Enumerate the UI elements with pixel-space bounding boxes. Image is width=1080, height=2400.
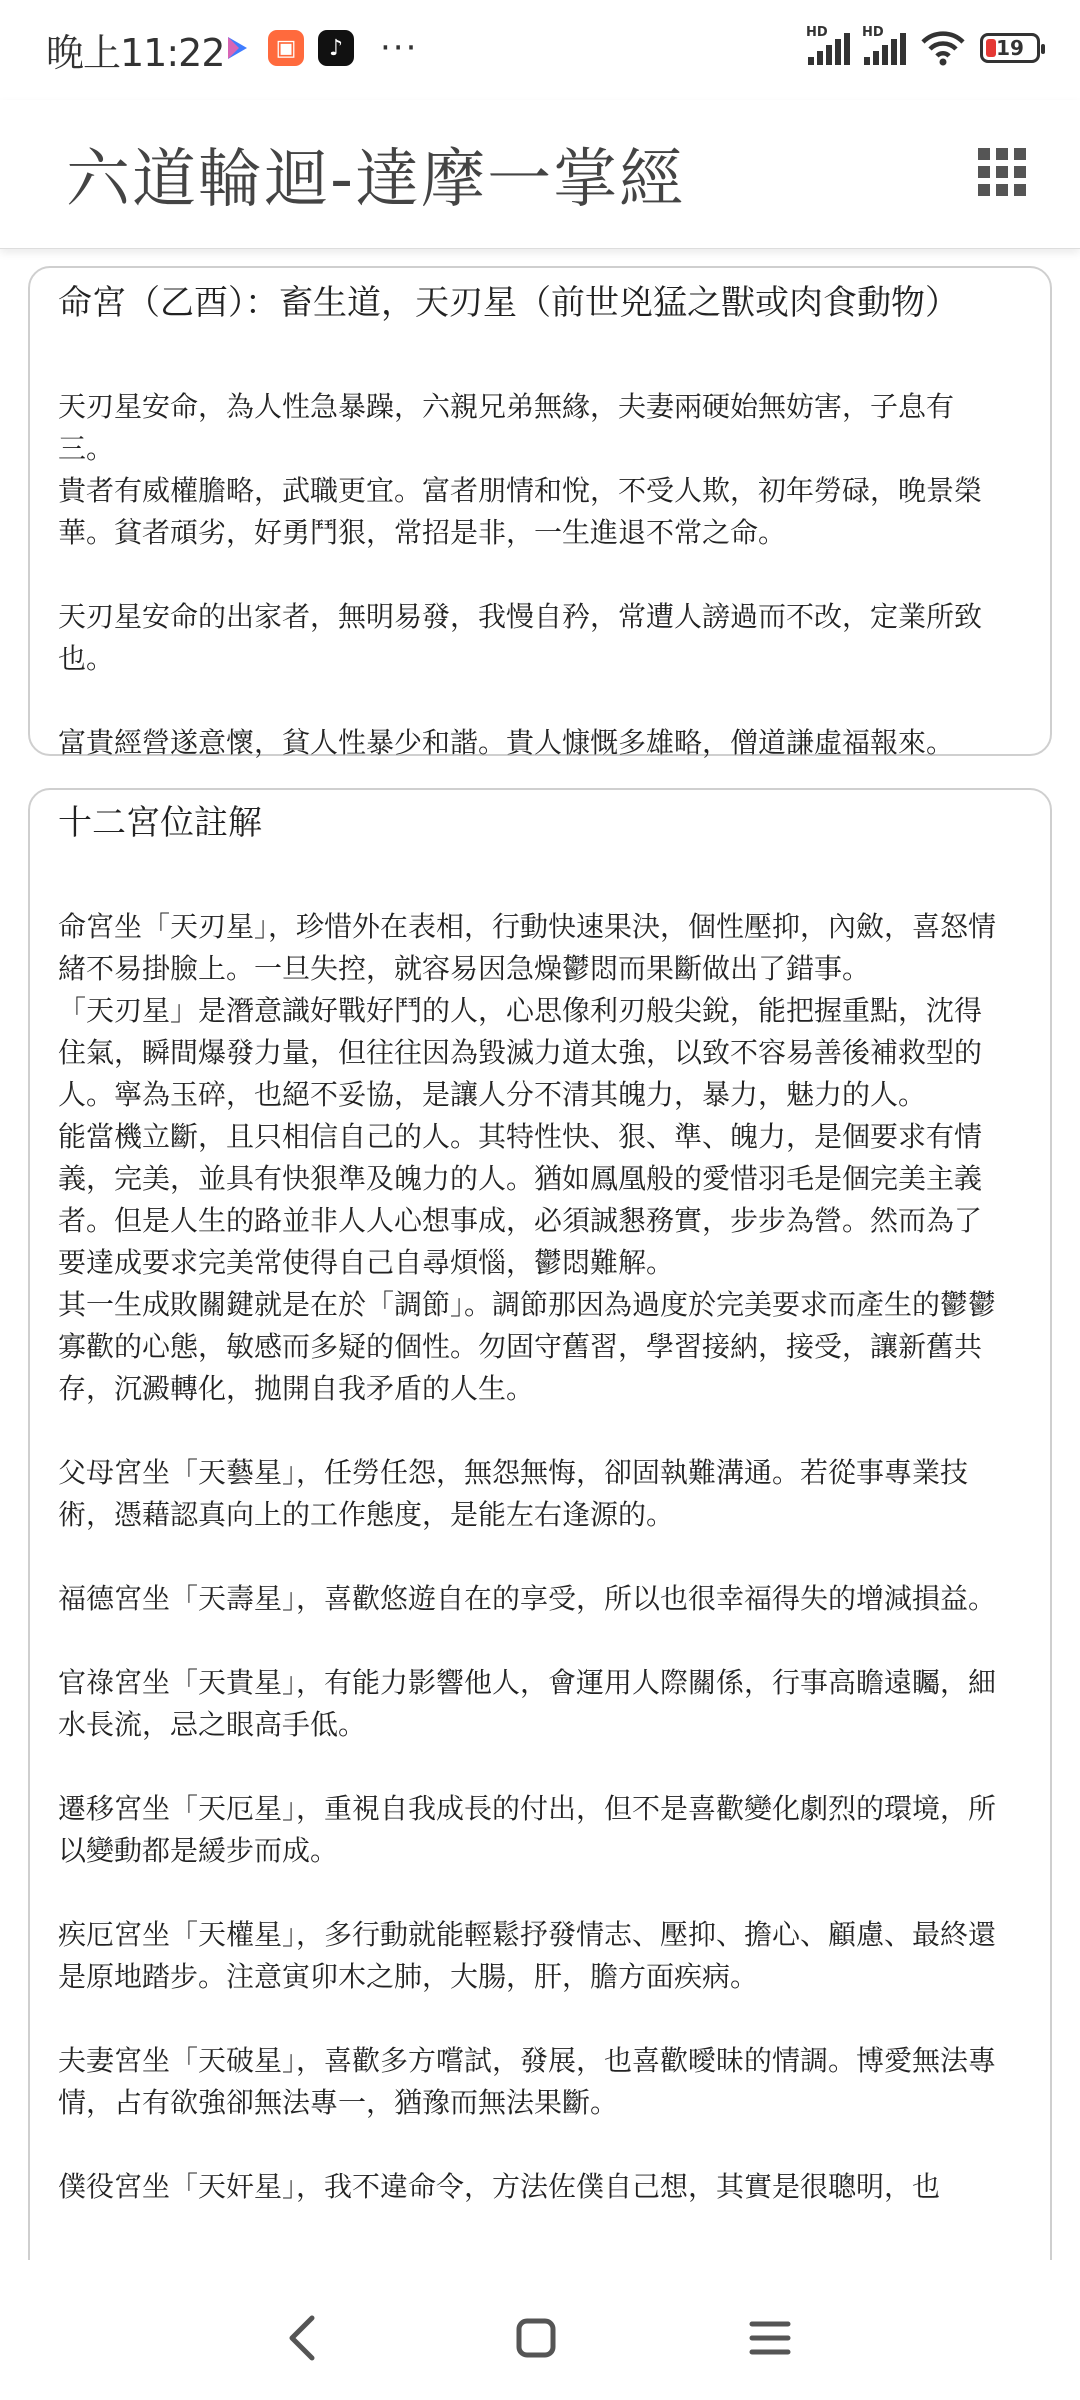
video-app-icon <box>218 30 254 66</box>
battery-icon: 19 <box>980 33 1040 63</box>
paragraph: 能當機立斷，且只相信自己的人。其特性快、狠、準、魄力，是個要求有情義，完美，並具有快狠準及魄力的人。猶如鳳凰般的愛惜羽毛是個完美主義者。但是人生的路並非人人心想事成，必須誠懇務實，步步為營。然而為了要達成要求完美常使得自己自尋煩惱，鬱悶難解。 <box>58 1120 983 1279</box>
status-bar <box>0 0 1080 100</box>
signal-icon-1: HD <box>808 31 850 65</box>
back-button[interactable] <box>272 2308 332 2368</box>
paragraph: 遷移宮坐「天厄星」，重視自我成長的付出，但不是喜歡變化劇烈的環境，所以變動都是緩步而成。 <box>58 1792 997 1867</box>
paragraph: 貴者有威權膽略，武職更宜。富者朋情和悅，不受人欺，初年勞碌，晚景榮華。貧者頑劣，好勇鬥狠，常招是非，一生進退不常之命。 <box>58 474 983 549</box>
paragraph: 官祿宮坐「天貴星」，有能力影響他人，會運用人際關係，行事高瞻遠矚，細水長流，忌之眼高手低。 <box>58 1666 997 1741</box>
content-area[interactable] <box>0 250 1080 2260</box>
home-square-icon <box>515 2317 557 2359</box>
paragraph: 僕役宮坐「天奸星」，我不違命令，方法佐僕自己想，其實是很聰明，也 <box>58 2170 941 2203</box>
apps-grid-icon[interactable] <box>978 148 1026 196</box>
status-time: 晚上11:22 <box>46 31 225 75</box>
paragraph: 福德宮坐「天壽星」，喜歡悠遊自在的享受，所以也很幸福得失的增減損益。 <box>58 1582 997 1615</box>
paragraph: 命宮坐「天刃星」，珍惜外在表相，行動快速果決，個性壓抑，內斂，喜怒情緒不易掛臉上。一旦失控，就容易因急燥鬱悶而果斷做出了錯事。 <box>58 910 997 985</box>
notification-icons <box>218 28 418 68</box>
home-button[interactable] <box>506 2308 566 2368</box>
twelve-palaces-card <box>28 788 1052 2260</box>
more-notifications-icon: ··· <box>380 28 419 68</box>
wifi-icon <box>920 30 966 66</box>
card-body <box>58 386 1004 764</box>
paragraph: 夫妻宮坐「天破星」，喜歡多方嚐試，發展，也喜歡曖昧的情調。博愛無法專情，占有欲強卻無法專一，猶豫而無法果斷。 <box>58 2044 997 2119</box>
card-title: 命宮（乙酉）：畜生道，天刃星（前世兇猛之獸或肉食動物） <box>58 283 959 323</box>
signal-icon-2: HD <box>864 31 906 65</box>
paragraph: 天刃星安命的出家者，無明易發，我慢自矜，常遭人謗過而不改，定業所致也。 <box>58 600 983 675</box>
card-body <box>58 906 1004 2208</box>
paragraph: 父母宮坐「天藝星」，任勞任怨，無怨無悔，卻固執難溝通。若從事專業技術，憑藉認真向上的工作態度，是能左右逢源的。 <box>58 1456 969 1531</box>
card-title: 十二宮位註解 <box>58 803 262 843</box>
life-palace-card <box>28 266 1052 759</box>
system-nav-bar <box>0 2268 1080 2400</box>
menu-icon <box>748 2316 792 2360</box>
paragraph: 「天刃星」是潛意識好戰好鬥的人，心思像利刃般尖銳，能把握重點，沈得住氣，瞬間爆發力量，但往往因為毀滅力道太強，以致不容易善後補救型的人。寧為玉碎，也絕不妥協，是讓人分不清其魄力，暴力，魅力的人。 <box>58 994 983 1111</box>
paragraph: 其一生成敗關鍵就是在於「調節」。調節那因為過度於完美要求而產生的鬱鬱寡歡的心態，敏感而多疑的個性。勿固守舊習，學習接納，接受，讓新舊共存，沉澱轉化，拋開自我矛盾的人生。 <box>58 1288 997 1405</box>
shopping-app-icon: ▣ <box>268 30 304 66</box>
status-right <box>806 25 1040 66</box>
chevron-left-icon <box>282 2313 322 2363</box>
paragraph: 疾厄宮坐「天權星」，多行動就能輕鬆抒發情志、壓抑、擔心、顧慮、最終還是原地踏步。注意寅卯木之肺，大腸，肝，膽方面疾病。 <box>58 1918 997 1993</box>
paragraph: 天刃星安命，為人性急暴躁，六親兄弟無緣，夫妻兩硬始無妨害，子息有三。 <box>58 390 955 465</box>
tiktok-icon: ♪ <box>318 30 354 66</box>
recent-apps-button[interactable] <box>740 2308 800 2368</box>
app-header <box>0 100 1080 249</box>
paragraph: 富貴經營遂意懷，貧人性暴少和諧。貴人慷慨多雄略，僧道謙虛福報來。 <box>58 726 955 759</box>
page-title: 六道輪迴-達摩一掌經 <box>66 143 686 217</box>
